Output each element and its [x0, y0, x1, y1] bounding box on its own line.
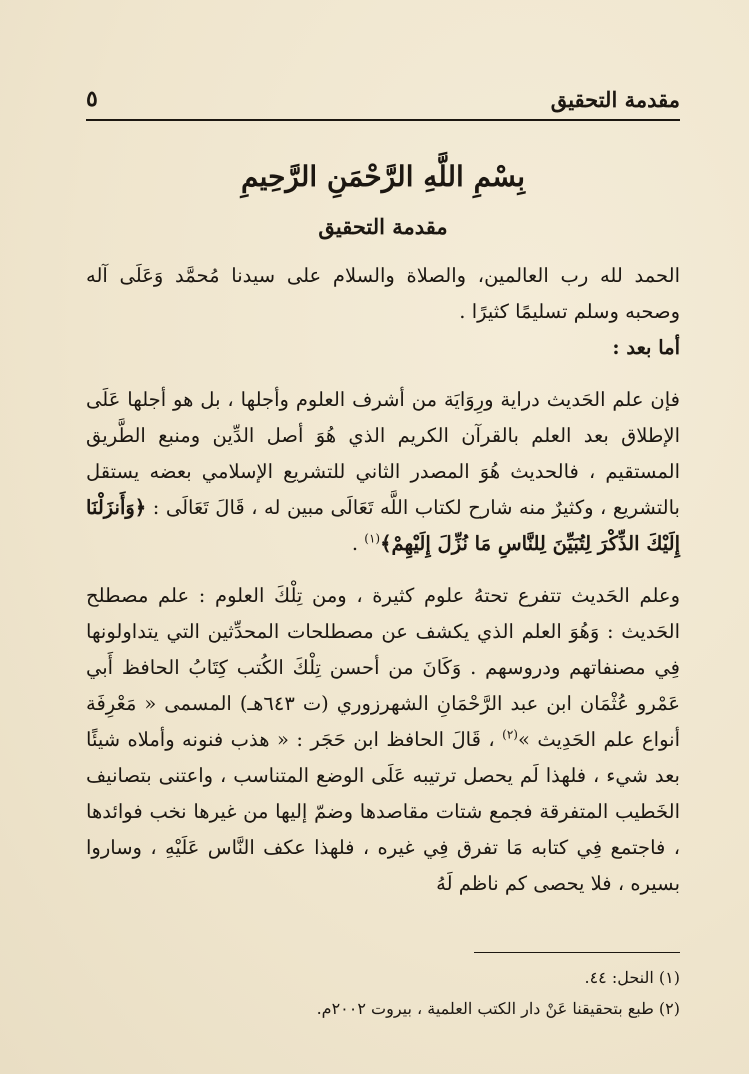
footnote-2: (٢) طبع بتحقيقنا عَنْ دار الكتب العلمية ، بيروت ٢٠٠٢م.	[316, 999, 680, 1018]
paragraph-text: فإن علم الحَديث دراية ورِوَايَة من أشرف العلوم وأجلها ، بل هو أجلها عَلَى الإطلاق بعد العلم بالقرآن الكريم الذي هُوَ أصل الدِّين ومنبع الطَّريق المستقيم ، فالحديث هُوَ المصدر الثاني للتشريع الإسلامي بعضه يستقل بالتشريع ، وكثيرٌ منه شارح لكتاب اللَّه تَعَالَى مبين له ، قَالَ تَعَالَى :	[86, 388, 680, 519]
page-number: ٥	[86, 86, 98, 112]
footnote-divider	[474, 952, 680, 953]
basmala: بِسْمِ اللَّهِ الرَّحْمَنِ الرَّحِيمِ	[241, 160, 525, 193]
paragraph-end: .	[351, 532, 365, 555]
paragraph-hadith-science	[86, 382, 680, 562]
page-header	[86, 80, 680, 112]
paragraph-mustalah	[86, 578, 680, 902]
quran-verse: ﴿وَأَنزَلْنَا إِلَيْكَ الذِّكْرَ لِتُبَيِّنَ لِلنَّاسِ مَا نُزِّلَ إِلَيْهِمْ﴾	[86, 496, 680, 555]
paragraph-text-continued: ، قَالَ الحافظ ابن حَجَر : « هذب فنونه وأملاه شيئًا بعد شيء ، فلهذا لَم يحصل ترتيبه عَلَى الوضع المتناسب ، واعتنى بتصانيف الخَطيب المتفرقة فجمع شتات مقاصدها وضمّ إليها من غيرها نخب فوائدها ، فاجتمع فِي كتابه مَا تفرق فِي غيره ، فلهذا عكف النَّاس عَلَيْهِ ، وساروا بسيره ، فلا يحصى كم ناظم لَهُ	[86, 728, 680, 895]
amma-baad-heading: أما بعد :	[612, 336, 680, 359]
header-divider	[86, 119, 680, 121]
footnote-ref-2[interactable]: (٢)	[502, 727, 518, 742]
footnote-ref-1[interactable]: (١)	[364, 531, 381, 546]
body-text	[86, 258, 680, 902]
footnotes	[86, 962, 680, 1024]
section-title: مقدمة التحقيق	[318, 214, 448, 239]
running-title: مقدمة التحقيق	[550, 87, 680, 112]
paragraph-text: وعلم الحَديث تتفرع تحتهُ علوم كثيرة ، ومن تِلْكَ العلوم : علم مصطلح الحَديث : وَهُوَ العلم الذي يكشف عن مصطلحات المحدِّثين التي يتداولونها فِي مصنفاتهم ودروسهم . وَكَانَ من أحسن تِلْكَ الكُتب كِتَابُ الحافظ أَبي عَمْرو عُثْمَان ابن عبد الرَّحْمَانِ الشهرزوري (ت ٦٤٣هـ) المسمى « مَعْرِفَة أنواع علم الحَدِيث »	[86, 584, 681, 751]
footnote-1: (١) النحل: ٤٤.	[584, 968, 680, 987]
opening-paragraph: الحمد لله رب العالمين، والصلاة والسلام على سيدنا مُحمَّد وَعَلَى آله وصحبه وسلم تسليمًا كثيرًا .	[86, 264, 680, 323]
